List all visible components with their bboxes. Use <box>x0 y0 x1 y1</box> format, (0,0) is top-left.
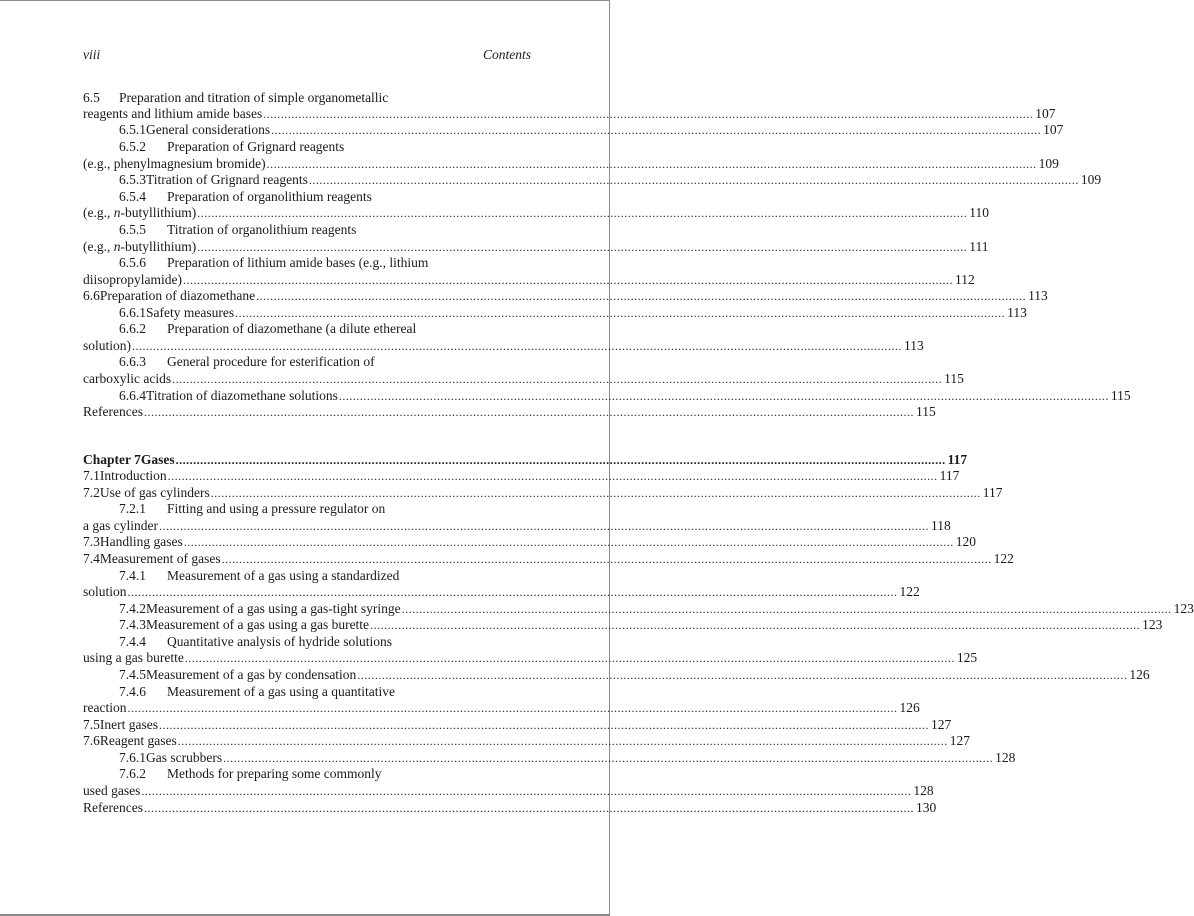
dot-leader: ............................................................................................................................................................................................................................ <box>271 123 1042 137</box>
toc-page-number: 118 <box>930 518 951 533</box>
toc-entry <box>83 551 1014 567</box>
toc-title: carboxylic acids <box>83 371 172 386</box>
toc-page-number: 109 <box>1038 156 1059 171</box>
toc-entry <box>119 172 1102 188</box>
toc-section-number: 6.5 <box>83 90 100 105</box>
toc-title: Introduction <box>99 468 167 483</box>
toc-title: References <box>83 800 143 815</box>
toc-title: Gas scrubbers <box>146 750 223 765</box>
toc-entry <box>83 205 989 221</box>
dot-leader: ............................................................................................................................................................................................................................ <box>263 107 1034 121</box>
toc-entry <box>83 800 937 816</box>
page-border-top <box>0 0 610 1</box>
toc-title: Titration of diazomethane solutions <box>146 388 338 403</box>
toc-title: Use of gas cylinders <box>99 485 210 500</box>
dot-leader: ............................................................................................................................................................................................................................ <box>182 273 953 287</box>
toc-entry <box>83 783 934 799</box>
dot-leader: ............................................................................................................................................................................................................................ <box>256 289 1027 303</box>
dot-leader: ............................................................................................................................................................................................................................ <box>143 801 914 815</box>
toc-entry <box>83 485 1003 501</box>
toc-section-number: 6.5.5 <box>119 222 146 237</box>
toc-entry <box>83 338 924 354</box>
toc-entry <box>119 601 1194 617</box>
dot-leader: ............................................................................................................................................................................................................................ <box>308 173 1079 187</box>
toc-section-number: 7.4 <box>83 551 100 566</box>
toc-section-number: 7.4.3 <box>119 617 146 632</box>
dot-leader: ............................................................................................................................................................................................................................ <box>183 535 954 549</box>
toc-page-number: 126 <box>1129 667 1150 682</box>
toc-page-number: 117 <box>939 468 960 483</box>
toc-entry <box>83 156 1059 172</box>
toc-entry <box>119 750 1016 766</box>
toc-entry <box>83 239 989 255</box>
toc-entry <box>83 452 968 468</box>
toc-title: Methods for preparing some commonly <box>167 766 382 781</box>
toc-entry <box>119 189 531 205</box>
dot-leader: ............................................................................................................................................................................................................................ <box>223 751 994 765</box>
toc-entry <box>83 371 964 387</box>
dot-leader: ............................................................................................................................................................................................................................ <box>401 602 1172 616</box>
toc-title: Titration of organolithium reagents <box>167 222 357 237</box>
toc-entry <box>83 534 976 550</box>
toc-page-number: 117 <box>947 452 968 467</box>
dot-leader: ............................................................................................................................................................................................................................ <box>184 651 955 665</box>
toc-entry <box>83 90 531 106</box>
toc-section-number: 7.6 <box>83 733 100 748</box>
toc-page-number: 122 <box>899 584 920 599</box>
dot-leader: ............................................................................................................................................................................................................................ <box>370 618 1141 632</box>
toc-title: Preparation and titration of simple organometallic <box>119 90 389 105</box>
dot-leader: ............................................................................................................................................................................................................................ <box>172 372 943 386</box>
toc-title: using a gas burette <box>83 650 184 665</box>
toc-title: Safety measures <box>146 305 235 320</box>
toc-section-number: 7.6.1 <box>119 750 146 765</box>
toc-title: Preparation of organolithium reagents <box>167 189 372 204</box>
toc-section-number: 7.6.2 <box>119 766 146 781</box>
toc-page-number: 128 <box>913 783 934 798</box>
toc-entry <box>83 584 920 600</box>
toc-page-number: 109 <box>1080 172 1102 187</box>
toc-section-number: 7.3 <box>83 534 100 549</box>
dot-leader: ............................................................................................................................................................................................................................ <box>221 552 992 566</box>
toc-entry <box>83 272 975 288</box>
dot-leader: ............................................................................................................................................................................................................................ <box>338 389 1109 403</box>
dot-leader: ............................................................................................................................................................................................................................ <box>158 718 929 732</box>
dot-leader: ............................................................................................................................................................................................................................ <box>177 734 948 748</box>
toc-title: Preparation of Grignard reagents <box>167 139 345 154</box>
toc-entry <box>83 404 936 420</box>
toc-entry <box>83 468 960 484</box>
toc-page-number: 128 <box>995 750 1016 765</box>
toc-title: General considerations <box>146 122 271 137</box>
toc-entry <box>119 122 1064 138</box>
toc-title: a gas cylinder <box>83 518 158 533</box>
toc-title: General procedure for esterification of <box>167 354 375 369</box>
toc-entry <box>119 568 531 584</box>
toc-page-number: 111 <box>969 239 989 254</box>
toc-entry <box>119 139 531 155</box>
toc-page-number: 127 <box>930 717 952 732</box>
toc-section-number: 7.5 <box>83 717 100 732</box>
toc-title: Measurement of a gas using a standardized <box>167 568 400 583</box>
toc-section-number: 6.6.1 <box>119 305 146 320</box>
toc-page-number: 107 <box>1035 106 1056 121</box>
toc-title: diisopropylamide) <box>83 272 182 287</box>
toc-title: solution) <box>83 338 132 353</box>
dot-leader: ............................................................................................................................................................................................................................ <box>266 157 1037 171</box>
dot-leader: ............................................................................................................................................................................................................................ <box>132 339 903 353</box>
dot-leader: ............................................................................................................................................................................................................................ <box>235 306 1006 320</box>
toc-page-number: 110 <box>969 205 989 220</box>
toc-page-number: 115 <box>1110 388 1131 403</box>
toc-title: Inert gases <box>99 717 158 732</box>
dot-leader: ............................................................................................................................................................................................................................ <box>158 519 929 533</box>
toc-entry <box>119 388 1131 404</box>
toc-section-number: 7.2.1 <box>119 501 146 516</box>
toc-page-number: 113 <box>904 338 924 353</box>
toc-entry <box>83 717 952 733</box>
toc-entry <box>119 222 531 238</box>
toc-page-number: 122 <box>993 551 1014 566</box>
toc-entry <box>119 255 531 271</box>
toc-title: Measurement of a gas by condensation <box>146 667 357 682</box>
toc-title: Fitting and using a pressure regulator on <box>167 501 386 516</box>
toc-title: Measurement of a gas using a gas-tight syringe <box>146 601 401 616</box>
toc-title: Preparation of lithium amide bases (e.g., lithium <box>167 255 429 270</box>
toc-entry <box>83 650 978 666</box>
dot-leader: ............................................................................................................................................................................................................................ <box>143 405 914 419</box>
toc-section-number: 7.4.4 <box>119 634 146 649</box>
toc-section-number: Chapter 7 <box>83 452 141 467</box>
toc-entry <box>119 501 531 517</box>
toc-section-number: 6.6 <box>83 288 100 303</box>
toc-entry <box>83 518 951 534</box>
dot-leader: ............................................................................................................................................................................................................................ <box>167 469 938 483</box>
toc-entry <box>119 305 1027 321</box>
toc-title: Measurement of a gas using a gas burette <box>146 617 370 632</box>
dot-leader: ............................................................................................................................................................................................................................ <box>197 206 968 220</box>
toc-page-number: 123 <box>1142 617 1163 632</box>
toc-page-number: 115 <box>944 371 964 386</box>
toc-section-number: 6.5.1 <box>119 122 146 137</box>
toc-section-number: 6.6.3 <box>119 354 146 369</box>
dot-leader: ............................................................................................................................................................................................................................ <box>141 784 912 798</box>
toc-section-number: 6.5.2 <box>119 139 146 154</box>
toc-entry <box>119 634 531 650</box>
toc-title: Reagent gases <box>99 733 177 748</box>
toc-section-number: 6.6.4 <box>119 388 146 403</box>
toc-entry <box>119 321 531 337</box>
toc-title: Measurement of a gas using a quantitative <box>167 684 395 699</box>
toc-title: reagents and lithium amide bases <box>83 106 263 121</box>
toc-title: References <box>83 404 143 419</box>
toc-title: Preparation of diazomethane (a dilute ethereal <box>167 321 417 336</box>
toc-page-number: 113 <box>1028 288 1048 303</box>
toc-page-number: 130 <box>915 800 937 815</box>
toc-page-number: 117 <box>982 485 1003 500</box>
toc-page-number: 127 <box>949 733 970 748</box>
toc-entry <box>83 700 920 716</box>
toc-entry <box>119 354 531 370</box>
toc-page-number: 112 <box>954 272 975 287</box>
dot-leader: ............................................................................................................................................................................................................................ <box>127 701 898 715</box>
toc-page-number: 123 <box>1173 601 1194 616</box>
page-number: viii <box>83 47 101 62</box>
toc-section-number: 7.4.5 <box>119 667 146 682</box>
toc-section-number: 7.2 <box>83 485 100 500</box>
toc-page-number: 115 <box>915 404 936 419</box>
toc-section-number: 7.4.1 <box>119 568 146 583</box>
toc-title: reaction <box>83 700 127 715</box>
dot-leader: ............................................................................................................................................................................................................................ <box>357 668 1128 682</box>
toc-entry <box>83 733 970 749</box>
toc-page-number: 125 <box>956 650 978 665</box>
toc-page-number: 113 <box>1007 305 1027 320</box>
dot-leader: ............................................................................................................................................................................................................................ <box>175 453 946 467</box>
toc-entry <box>119 684 531 700</box>
toc-title: (e.g., phenylmagnesium bromide) <box>83 156 266 171</box>
toc-title: Measurement of gases <box>99 551 221 566</box>
toc-section-number: 6.5.4 <box>119 189 146 204</box>
toc-title: used gases <box>83 783 141 798</box>
running-title: Contents <box>482 47 531 62</box>
toc-entry <box>119 667 1150 683</box>
toc-section-number: 6.5.3 <box>119 172 146 187</box>
toc-entry <box>119 766 531 782</box>
toc-section-number: 7.4.6 <box>119 684 146 699</box>
toc-title: (e.g., n-butyllithium) <box>83 239 197 254</box>
toc-title: solution <box>83 584 127 599</box>
toc-title: (e.g., n-butyllithium) <box>83 205 197 220</box>
toc-page-number: 126 <box>899 700 920 715</box>
toc-section-number: 7.1 <box>83 468 100 483</box>
toc-title: Titration of Grignard reagents <box>146 172 308 187</box>
dot-leader: ............................................................................................................................................................................................................................ <box>197 240 968 254</box>
toc-title: Quantitative analysis of hydride solutions <box>167 634 392 649</box>
dot-leader: ............................................................................................................................................................................................................................ <box>210 486 981 500</box>
toc-section-number: 6.5.6 <box>119 255 146 270</box>
toc-title: Gases <box>140 452 175 467</box>
dot-leader: ............................................................................................................................................................................................................................ <box>127 585 898 599</box>
toc-title: Preparation of diazomethane <box>99 288 256 303</box>
toc-entry <box>83 288 1048 304</box>
toc-title: Handling gases <box>99 534 183 549</box>
toc-entry <box>119 617 1163 633</box>
toc-section-number: 7.4.2 <box>119 601 146 616</box>
toc-entry <box>83 106 1056 122</box>
toc-page-number: 120 <box>955 534 976 549</box>
toc-page-number: 107 <box>1043 122 1064 137</box>
toc-section-number: 6.6.2 <box>119 321 146 336</box>
